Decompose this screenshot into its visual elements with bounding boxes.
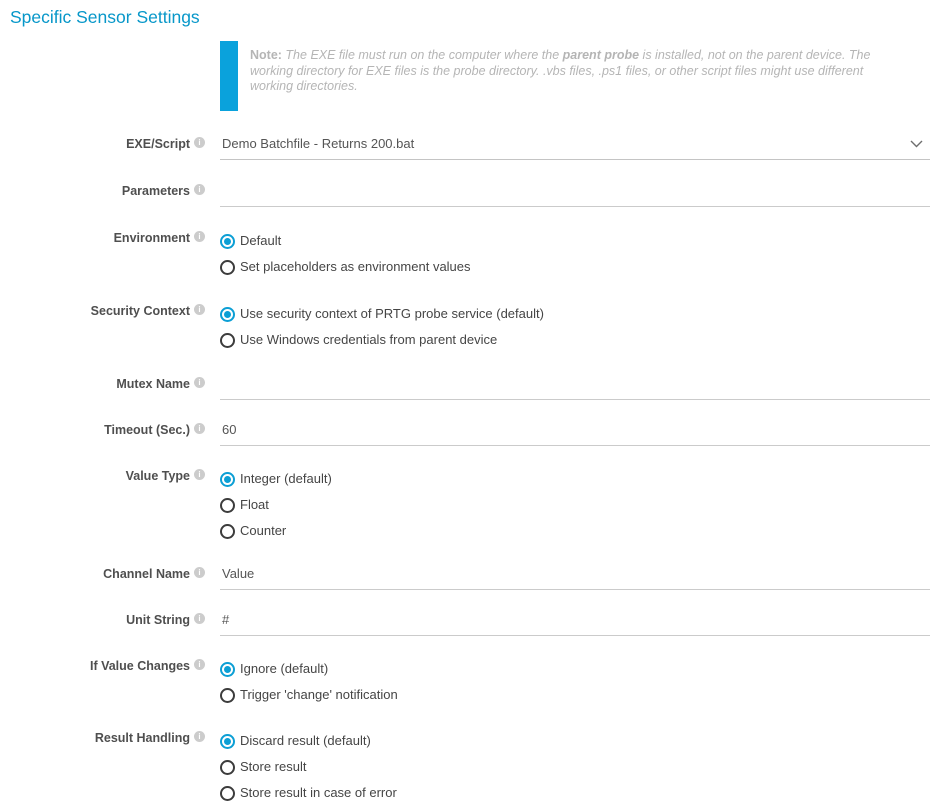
radio-option-label: Use security context of PRTG probe service (default) — [240, 306, 544, 321]
field-row-value-type — [0, 464, 930, 544]
field-row-security-context — [0, 299, 930, 353]
field-label — [0, 562, 205, 582]
exe-script-selected-value: Demo Batchfile - Returns 200.bat — [222, 136, 415, 151]
note-box — [220, 41, 930, 111]
field-label — [0, 418, 205, 438]
info-icon[interactable]: i — [194, 423, 205, 434]
radio-option-label: Use Windows credentials from parent device — [240, 332, 498, 347]
radio-option-label: Counter — [240, 523, 287, 538]
radio-button[interactable] — [220, 498, 235, 513]
radio-option-label: Integer (default) — [240, 471, 332, 486]
radio-button[interactable] — [220, 260, 235, 275]
parameters-input[interactable] — [220, 179, 930, 207]
info-icon[interactable]: i — [194, 567, 205, 578]
info-icon[interactable]: i — [194, 231, 205, 242]
radio-option-trigger-change[interactable] — [220, 682, 930, 708]
info-icon[interactable]: i — [194, 377, 205, 388]
note-accent-bar — [220, 41, 238, 111]
field-label — [0, 726, 205, 746]
field-label-text: Unit String — [126, 613, 190, 627]
info-icon[interactable]: i — [194, 469, 205, 480]
radio-option-label: Trigger 'change' notification — [240, 687, 398, 702]
specific-sensor-settings-form — [0, 41, 936, 806]
field-label-text: Environment — [113, 231, 190, 245]
result-handling-radio-group — [220, 726, 930, 806]
chevron-down-icon — [910, 140, 923, 148]
radio-button[interactable] — [220, 734, 235, 749]
radio-option-label: Discard result (default) — [240, 733, 371, 748]
note-text-after: is installed, not on the parent device. The working directory for EXE files is the probe directory. .vbs files, .ps1 files, or other script files might use different working directories. — [250, 48, 871, 93]
radio-option-label: Store result — [240, 759, 307, 774]
field-row-parameters — [0, 179, 930, 207]
field-label — [0, 299, 205, 319]
page-title: Specific Sensor Settings — [10, 7, 200, 27]
radio-option-label: Ignore (default) — [240, 661, 329, 676]
note-text-before: The EXE file must run on the computer where the — [281, 48, 563, 62]
info-icon[interactable]: i — [194, 137, 205, 148]
radio-option-label: Default — [240, 233, 282, 248]
radio-button[interactable] — [220, 760, 235, 775]
timeout-input[interactable] — [220, 418, 930, 446]
note-label: Note: — [250, 48, 282, 62]
value-type-radio-group — [220, 464, 930, 544]
radio-option-ignore[interactable] — [220, 656, 930, 682]
field-row-mutex-name — [0, 372, 930, 400]
radio-option-set-placeholders[interactable] — [220, 254, 930, 280]
field-row-exe-script — [0, 132, 930, 160]
field-label-text: If Value Changes — [89, 659, 190, 673]
field-label — [0, 179, 205, 199]
info-icon[interactable]: i — [194, 659, 205, 670]
channel-name-input[interactable] — [220, 562, 930, 590]
note-row — [0, 41, 930, 111]
note-bold-text: parent probe — [562, 48, 640, 62]
info-icon[interactable]: i — [194, 613, 205, 624]
radio-option-default[interactable] — [220, 228, 930, 254]
radio-option-label: Float — [240, 497, 269, 512]
field-label-text: Timeout (Sec.) — [104, 423, 190, 437]
radio-button[interactable] — [220, 234, 235, 249]
field-row-environment — [0, 226, 930, 280]
mutex-name-input[interactable] — [220, 372, 930, 400]
environment-radio-group — [220, 226, 930, 280]
if-value-changes-radio-group — [220, 654, 930, 708]
field-row-if-value-changes — [0, 654, 930, 708]
radio-option-windows-credentials[interactable] — [220, 327, 930, 353]
radio-option-probe-service[interactable] — [220, 301, 930, 327]
info-icon[interactable]: i — [194, 184, 205, 195]
radio-button[interactable] — [220, 307, 235, 322]
field-row-result-handling — [0, 726, 930, 806]
info-icon[interactable]: i — [194, 731, 205, 742]
radio-option-store-result-error[interactable] — [220, 780, 930, 806]
radio-option-store-result[interactable] — [220, 754, 930, 780]
note-label-spacer — [0, 41, 205, 46]
note-text — [250, 41, 892, 111]
security-context-radio-group — [220, 299, 930, 353]
field-label-text: Channel Name — [103, 567, 190, 581]
field-row-unit-string — [0, 608, 930, 636]
field-label-text: Result Handling — [94, 731, 190, 745]
radio-option-label: Store result in case of error — [240, 785, 397, 800]
unit-string-input[interactable] — [220, 608, 930, 636]
radio-option-counter[interactable] — [220, 518, 930, 544]
radio-option-label: Set placeholders as environment values — [240, 259, 471, 274]
radio-button[interactable] — [220, 472, 235, 487]
radio-option-integer[interactable] — [220, 466, 930, 492]
field-label — [0, 464, 205, 484]
field-row-timeout — [0, 418, 930, 446]
radio-button[interactable] — [220, 524, 235, 539]
field-label-text: Parameters — [121, 184, 190, 198]
field-label — [0, 132, 205, 152]
field-label-text: Value Type — [125, 469, 190, 483]
radio-option-float[interactable] — [220, 492, 930, 518]
field-label — [0, 372, 205, 392]
exe-script-select[interactable] — [220, 132, 930, 160]
radio-button[interactable] — [220, 662, 235, 677]
radio-button[interactable] — [220, 688, 235, 703]
field-label — [0, 608, 205, 628]
field-label — [0, 226, 205, 246]
field-label-text: EXE/Script — [126, 137, 190, 151]
info-icon[interactable]: i — [194, 304, 205, 315]
field-label-text: Security Context — [90, 304, 190, 318]
radio-option-discard-result[interactable] — [220, 728, 930, 754]
field-label-text: Mutex Name — [116, 377, 190, 391]
field-label — [0, 654, 205, 674]
field-row-channel-name — [0, 562, 930, 590]
radio-button[interactable] — [220, 333, 235, 348]
